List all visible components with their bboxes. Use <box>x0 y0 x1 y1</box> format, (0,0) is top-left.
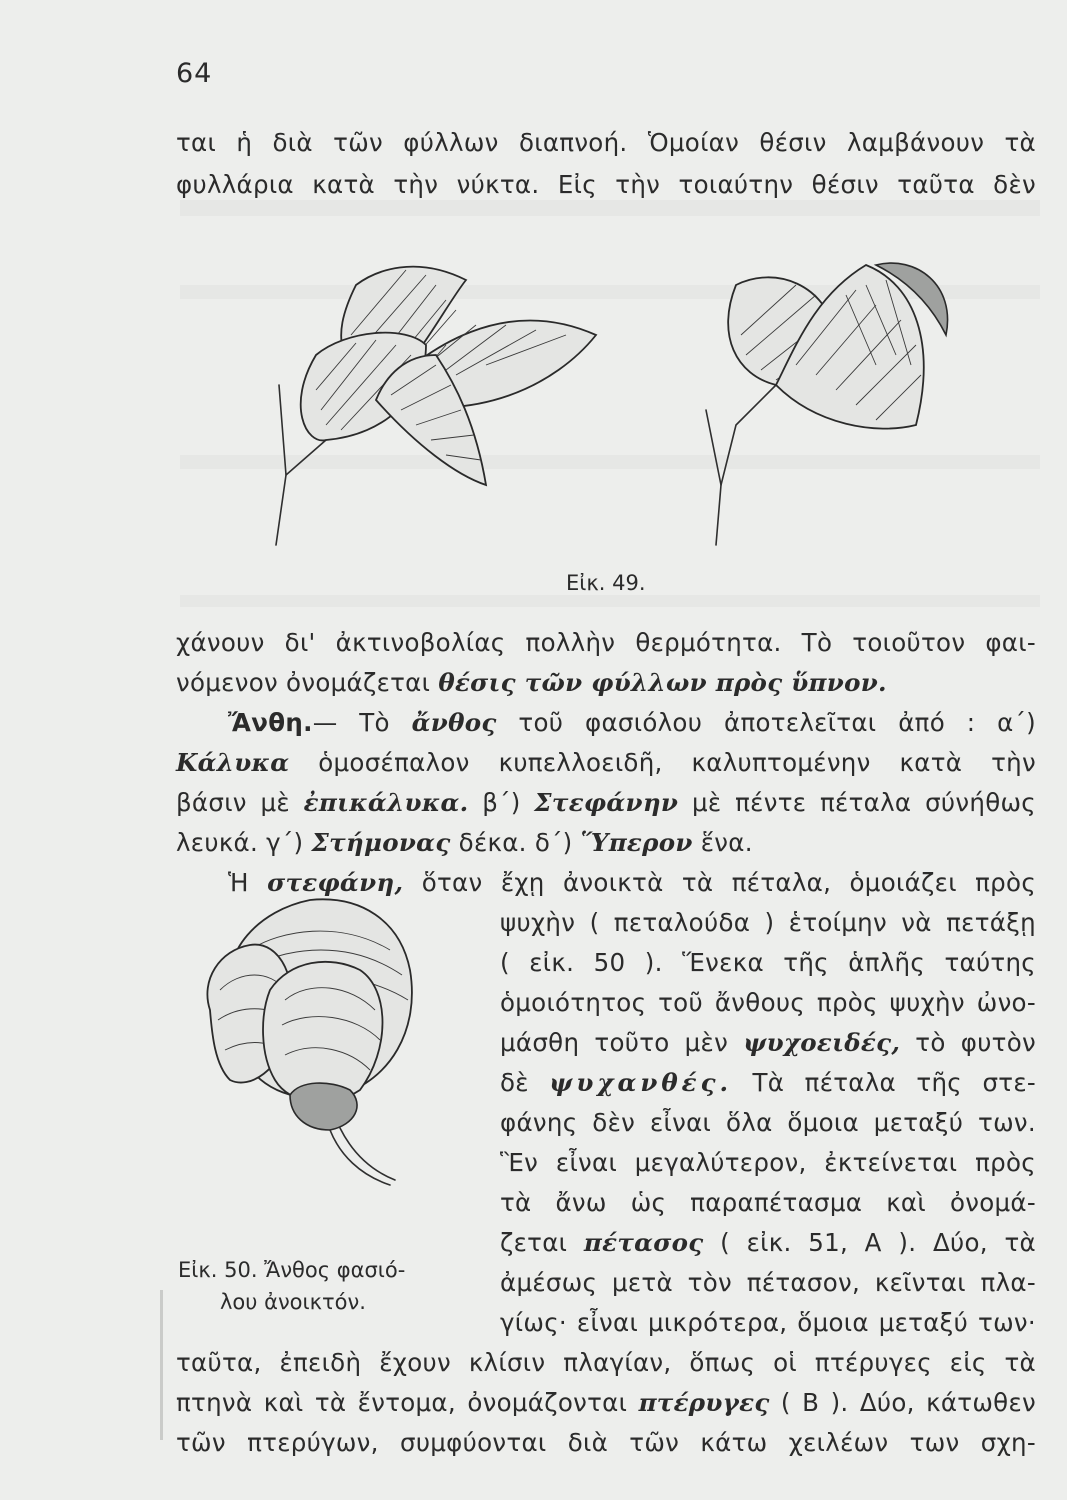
figure-50-caption: Εἰκ. 50. Ἄνθος φασιό- <box>178 1258 406 1282</box>
text-line: τὰ ἄνω ὡς παραπέτασμα καὶ ὀνομά- <box>500 1188 1036 1217</box>
text-line <box>176 1388 1036 1417</box>
figure-49-caption: Εἰκ. 49. <box>566 571 646 595</box>
show-through-shadow <box>180 595 1040 607</box>
emphasized-term: ψυχανθές. <box>549 1068 733 1097</box>
text-line <box>176 788 1036 817</box>
text-line: τῶν πτερύγων, συμφύονται διὰ τῶν κάτω χειλέων των σχη- <box>176 1428 1036 1457</box>
text-run: ( Β ). Δύο, κάτωθεν <box>769 1388 1036 1417</box>
page-number: 64 <box>176 58 213 89</box>
text-run: ἕνα. <box>692 828 753 857</box>
text-line <box>176 828 753 857</box>
text-run: β΄) <box>468 788 535 817</box>
text-line: ψυχὴν ( πεταλούδα ) ἑτοίμην νὰ πετάξῃ <box>500 908 1036 937</box>
text-run: ὁμοσέπαλον κυπελλοειδῆ, καλυπτομένην κατὰ τὴν <box>289 748 1036 777</box>
emphasized-term: ἄνθος <box>411 708 497 737</box>
text-line <box>500 1028 1036 1057</box>
text-line: ( εἰκ. 50 ). Ἕνεκα τῆς ἁπλῆς ταύτης <box>500 948 1036 977</box>
text-run: ὅταν ἔχῃ ἀνοικτὰ τὰ πέταλα, ὁμοιάζει πρὸς <box>403 868 1036 897</box>
text-line: ταῦτα, ἐπειδὴ ἔχουν κλίσιν πλαγίαν, ὅπως οἱ πτέρυγες εἰς τὰ <box>176 1348 1036 1377</box>
text-line <box>228 708 1036 737</box>
section-heading: Ἄνθη. <box>228 708 313 737</box>
emphasized-term: ψυχοειδές, <box>743 1028 901 1057</box>
emphasized-term: πέτασος <box>583 1228 704 1257</box>
text-line: Ἓν εἶναι μεγαλύτερον, ἐκτείνεται πρὸς <box>500 1148 1036 1177</box>
emphasized-term: Κάλυκα <box>176 748 290 777</box>
text-run: ζεται <box>500 1228 584 1257</box>
text-line: φάνης δὲν εἶναι ὅλα ὅμοια μεταξύ των. <box>500 1108 1036 1137</box>
emphasized-term: ἐπικάλυκα. <box>303 788 469 817</box>
text-run: — Τὸ <box>312 708 412 737</box>
text-run: νόμενον ὀνομάζεται <box>176 668 439 697</box>
show-through-shadow <box>180 200 1040 216</box>
text-run: δὲ <box>500 1068 550 1097</box>
emphasized-term: Στεφάνην <box>534 788 679 817</box>
text-line: γίως· εἶναι μικρότερα, ὅμοια μεταξύ των· <box>500 1308 1036 1337</box>
figure-49-illustration <box>176 225 1036 585</box>
text-line: φυλλάρια κατὰ τὴν νύκτα. Εἰς τὴν τοιαύτην θέσιν ταῦτα δὲν <box>176 170 1036 199</box>
leaf-day-position-drawing <box>276 267 596 545</box>
emphasized-term: Στήμονας <box>311 828 451 857</box>
text-run: λευκά. γ΄) <box>176 828 312 857</box>
text-run: Ἡ <box>228 868 268 897</box>
text-run: δέκα. δ΄) <box>450 828 581 857</box>
text-run: ( εἰκ. 51, Α ). Δύο, τὰ <box>703 1228 1036 1257</box>
text-run: πτηνὰ καὶ τὰ ἔντομα, ὀνομάζονται <box>176 1388 639 1417</box>
text-line <box>176 748 1036 777</box>
emphasized-term: θέσις τῶν φύλλων πρὸς ὕπνον. <box>438 668 887 697</box>
text-run: μὲ πέντε πέταλα σύνήθως <box>678 788 1036 817</box>
figure-50-illustration <box>190 890 470 1190</box>
text-line <box>500 1228 1036 1257</box>
binding-shadow <box>160 1290 163 1440</box>
emphasized-term: Ὕπερον <box>580 828 693 857</box>
text-line: ἀμέσως μετὰ τὸν πέτασον, κεῖνται πλα- <box>500 1268 1036 1297</box>
emphasized-term: στεφάνη, <box>267 868 404 897</box>
text-run: τὸ φυτὸν <box>900 1028 1036 1057</box>
text-line <box>176 668 887 697</box>
text-run: μάσθη τοῦτο μὲν <box>500 1028 744 1057</box>
text-run: Τὰ πέταλα τῆς στε- <box>732 1068 1037 1097</box>
text-line: ται ἡ διὰ τῶν φύλλων διαπνοή. Ὁμοίαν θέσιν λαμβάνουν τὰ <box>176 128 1036 157</box>
emphasized-term: πτέρυγες <box>638 1388 770 1417</box>
text-run: τοῦ φασιόλου ἀποτελεῖται ἀπό : α΄) <box>496 708 1036 737</box>
figure-50-caption: λου ἀνοικτόν. <box>220 1290 366 1314</box>
text-line: ὁμοιότητος τοῦ ἄνθους πρὸς ψυχὴν ὠνο- <box>500 988 1036 1017</box>
leaf-night-position-drawing <box>706 263 948 545</box>
text-line <box>500 1068 1036 1097</box>
text-run: βάσιν μὲ <box>176 788 304 817</box>
text-line: χάνουν δι' ἀκτινοβολίας πολλὴν θερμότητα. Τὸ τοιοῦτον φαι- <box>176 628 1036 657</box>
